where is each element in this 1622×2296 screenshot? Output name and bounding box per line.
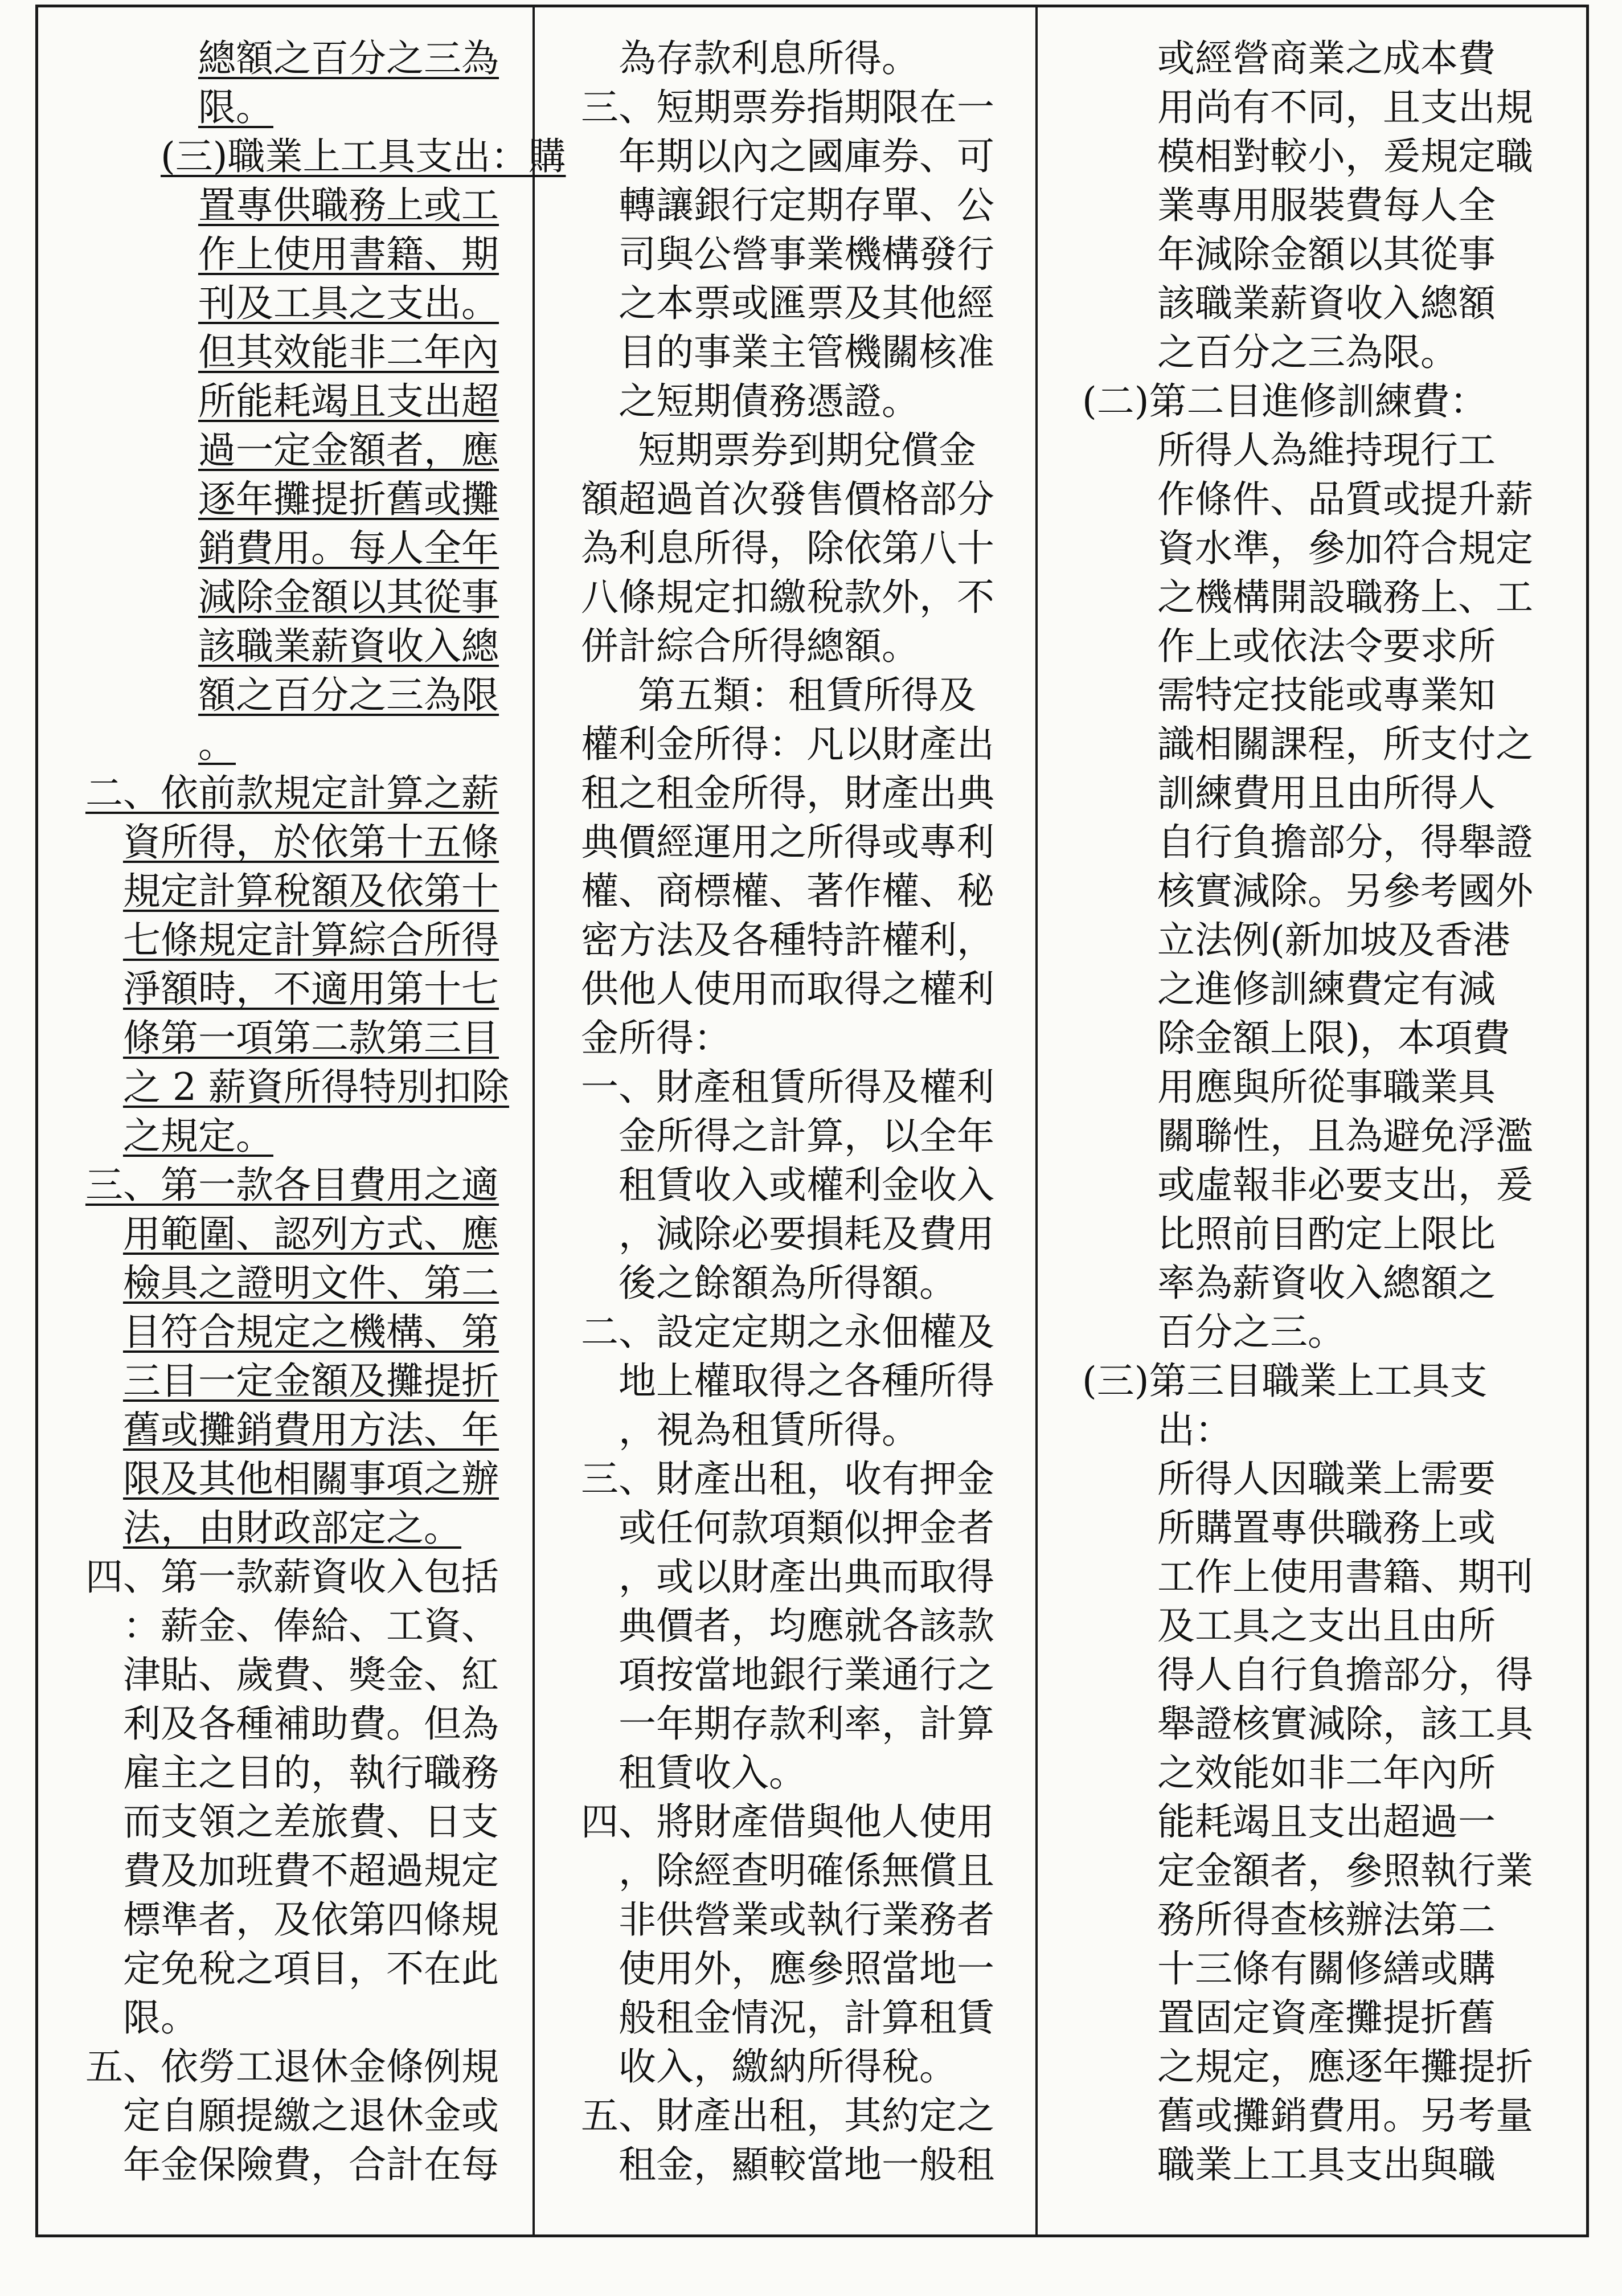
text-line: 限。 xyxy=(198,85,273,129)
text-line: 定金額者，參照執行業 xyxy=(1157,1849,1533,1893)
text-line: 業專用服裝費每人全 xyxy=(1157,183,1496,227)
text-line: 率為薪資收入總額之 xyxy=(1157,1261,1496,1305)
text-line: 務所得查核辦法第二 xyxy=(1157,1898,1496,1942)
column-current-text xyxy=(581,34,1048,2189)
text-line: 自行負擔部分，得舉證 xyxy=(1157,820,1533,864)
text-line: 該職業薪資收入總額 xyxy=(1157,281,1496,325)
text-line: 所能耗竭且支出超 xyxy=(198,379,499,423)
text-line: 定自願提繳之退休金或 xyxy=(123,2094,499,2138)
text-line: 短期票券到期兌償金 xyxy=(638,428,976,472)
text-line: 年減除金額以其從事 xyxy=(1157,232,1496,276)
text-line: 轉讓銀行定期存單、公 xyxy=(619,183,994,227)
text-line: 租賃收入。 xyxy=(619,1751,806,1795)
text-line: 總額之百分之三為 xyxy=(198,36,499,80)
text-line: 收入，繳納所得稅。 xyxy=(619,2045,957,2089)
text-line: 用尚有不同，且支出規 xyxy=(1157,85,1533,129)
text-line: 十三條有關修繕或購 xyxy=(1157,1947,1496,1991)
text-line: 額超過首次發售價格部分 xyxy=(581,477,994,521)
text-line: 金所得： xyxy=(581,1016,731,1060)
text-line: 刊及工具之支出。 xyxy=(198,281,499,325)
text-line: 作條件、品質或提升薪 xyxy=(1157,477,1533,521)
text-line: 五、依勞工退休金條例規 xyxy=(85,2045,499,2089)
text-line: 權利金所得：凡以財產出 xyxy=(581,722,994,766)
text-line: 逐年攤提折舊或攤 xyxy=(198,477,499,521)
text-line: 般租金情況，計算租賃 xyxy=(619,1996,994,2040)
text-line: 得人自行負擔部分，得 xyxy=(1157,1653,1533,1697)
text-line: 三、第一款各目費用之適 xyxy=(85,1163,499,1207)
text-line: 之規定，應逐年攤提折 xyxy=(1157,2045,1533,2089)
text-line: 三、短期票券指期限在一 xyxy=(581,85,994,129)
text-line: 年金保險費，合計在每 xyxy=(123,2143,499,2187)
text-line: 第五類：租賃所得及 xyxy=(638,673,976,717)
text-line: 檢具之證明文件、第二 xyxy=(123,1261,499,1305)
text-line: 標準者，及依第四條規 xyxy=(123,1898,499,1942)
column-explanation xyxy=(1082,34,1555,2189)
text-line: 限。 xyxy=(123,1996,198,2040)
text-line: 用範圍、認列方式、應 xyxy=(123,1212,499,1256)
text-line: (三)第三目職業上工具支 xyxy=(1082,1359,1488,1403)
text-line: 額之百分之三為限 xyxy=(198,673,499,717)
text-line: 或經營商業之成本費 xyxy=(1157,36,1496,80)
text-line: 作上或依法令要求所 xyxy=(1157,624,1496,668)
text-line: 需特定技能或專業知 xyxy=(1157,673,1496,717)
text-line: 所購置專供職務上或 xyxy=(1157,1506,1496,1550)
text-line: 四、第一款薪資收入包括 xyxy=(85,1555,499,1599)
text-line: 所得人因職業上需要 xyxy=(1157,1457,1496,1501)
text-line: 三、財產出租，收有押金 xyxy=(581,1457,994,1501)
text-line: 百分之三。 xyxy=(1157,1310,1345,1354)
text-line: 訓練費用且由所得人 xyxy=(1157,771,1496,815)
text-line: 年期以內之國庫券、可 xyxy=(619,134,994,178)
text-line: 一、財產租賃所得及權利 xyxy=(581,1065,994,1109)
text-line: 之短期債務憑證。 xyxy=(619,379,919,423)
text-line: ，或以財產出典而取得 xyxy=(619,1555,994,1599)
text-line: 四、將財產借與他人使用 xyxy=(581,1800,994,1844)
text-line: (二)第二目進修訓練費： xyxy=(1082,379,1488,423)
text-line: ，視為租賃所得。 xyxy=(619,1408,919,1452)
text-line: 七條規定計算綜合所得 xyxy=(123,918,499,962)
text-line: 條第一項第二款第三目 xyxy=(123,1016,499,1060)
text-line: ，除經查明確係無償且 xyxy=(619,1849,994,1893)
text-line: 關聯性，且為避免浮濫 xyxy=(1157,1114,1533,1158)
text-line: 費及加班費不超過規定 xyxy=(123,1849,499,1893)
text-line: 之 2 薪資所得特別扣除 xyxy=(123,1065,509,1109)
text-line: 之機構開設職務上、工 xyxy=(1157,575,1533,619)
text-line: 租之租金所得，財產出典 xyxy=(581,771,994,815)
text-line: 之進修訓練費定有減 xyxy=(1157,967,1496,1011)
text-line: 二、依前款規定計算之薪 xyxy=(85,771,499,815)
text-line: 津貼、歲費、獎金、紅 xyxy=(123,1653,499,1697)
text-line: 五、財產出租，其約定之 xyxy=(581,2094,994,2138)
text-line: 置固定資產攤提折舊 xyxy=(1157,1996,1496,2040)
text-line: 比照前目酌定上限比 xyxy=(1157,1212,1496,1256)
text-line: 規定計算稅額及依第十 xyxy=(123,869,499,913)
text-line: 而支領之差旅費、日支 xyxy=(123,1800,499,1844)
column-amended-text xyxy=(85,34,566,2189)
text-line: 用應與所從事職業具 xyxy=(1157,1065,1496,1109)
text-line: 舉證核實減除，該工具 xyxy=(1157,1702,1533,1746)
text-line: 為利息所得，除依第八十 xyxy=(581,526,994,570)
text-line: 之本票或匯票及其他經 xyxy=(619,281,994,325)
text-line: 二、設定定期之永佃權及 xyxy=(581,1310,994,1354)
text-line: 使用外，應參照當地一 xyxy=(619,1947,994,1991)
text-line: 利及各種補助費。但為 xyxy=(123,1702,499,1746)
text-line: (三)職業上工具支出：購 xyxy=(161,134,566,178)
text-line: 核實減除。另參考國外 xyxy=(1157,869,1533,913)
text-line: 職業上工具支出與職 xyxy=(1157,2143,1496,2187)
text-line: 之百分之三為限。 xyxy=(1157,330,1458,374)
text-line: 資所得，於依第十五條 xyxy=(123,820,499,864)
text-line: 該職業薪資收入總 xyxy=(198,624,499,668)
text-line: 能耗竭且支出超過一 xyxy=(1157,1800,1496,1844)
text-line: 或任何款項類似押金者 xyxy=(619,1506,994,1550)
text-line: 。 xyxy=(198,722,236,766)
text-line: 置專供職務上或工 xyxy=(198,183,499,227)
text-line: 地上權取得之各種所得 xyxy=(619,1359,994,1403)
text-line: 減除金額以其從事 xyxy=(198,575,499,619)
text-line: 典價經運用之所得或專利 xyxy=(581,820,994,864)
text-line: 八條規定扣繳稅款外，不 xyxy=(581,575,994,619)
text-line: ：薪金、俸給、工資、 xyxy=(123,1604,499,1648)
text-line: 法，由財政部定之。 xyxy=(123,1506,461,1550)
text-line: 目符合規定之機構、第 xyxy=(123,1310,499,1354)
text-line: 非供營業或執行業務者 xyxy=(619,1898,994,1942)
text-line: 及工具之支出且由所 xyxy=(1157,1604,1496,1648)
text-line: 舊或攤銷費用方法、年 xyxy=(123,1408,499,1452)
text-line: 立法例(新加坡及香港 xyxy=(1157,918,1510,962)
column-divider-left xyxy=(533,5,535,2237)
text-line: ，減除必要損耗及費用 xyxy=(619,1212,994,1256)
text-line: 定免稅之項目，不在此 xyxy=(123,1947,499,1991)
text-line: 舊或攤銷費用。另考量 xyxy=(1157,2094,1533,2138)
text-line: 典價者，均應就各該款 xyxy=(619,1604,994,1648)
text-line: 一年期存款利率，計算 xyxy=(619,1702,994,1746)
text-line: 出： xyxy=(1157,1408,1232,1452)
text-line: 司與公營事業機構發行 xyxy=(619,232,994,276)
text-line: 併計綜合所得總額。 xyxy=(581,624,919,668)
text-line: 過一定金額者，應 xyxy=(198,428,499,472)
text-line: 為存款利息所得。 xyxy=(619,36,919,80)
text-line: 目的事業主管機關核准 xyxy=(619,330,994,374)
text-line: 資水準，參加符合規定 xyxy=(1157,526,1533,570)
text-line: 工作上使用書籍、期刊 xyxy=(1157,1555,1533,1599)
text-line: 銷費用。每人全年 xyxy=(198,526,499,570)
text-line: 所得人為維持現行工 xyxy=(1157,428,1496,472)
text-line: 但其效能非二年內 xyxy=(198,330,499,374)
text-line: 識相關課程，所支付之 xyxy=(1157,722,1533,766)
text-line: 項按當地銀行業通行之 xyxy=(619,1653,994,1697)
text-line: 金所得之計算，以全年 xyxy=(619,1114,994,1158)
text-line: 或虛報非必要支出，爰 xyxy=(1157,1163,1533,1207)
text-line: 限及其他相關事項之辦 xyxy=(123,1457,499,1501)
text-line: 除金額上限)，本項費 xyxy=(1157,1016,1510,1060)
text-line: 權、商標權、著作權、秘 xyxy=(581,869,994,913)
text-line: 模相對較小，爰規定職 xyxy=(1157,134,1533,178)
text-line: 雇主之目的，執行職務 xyxy=(123,1751,499,1795)
text-line: 租金，顯較當地一般租 xyxy=(619,2143,994,2187)
text-line: 後之餘額為所得額。 xyxy=(619,1261,957,1305)
text-line: 供他人使用而取得之權利 xyxy=(581,967,994,1011)
text-line: 之效能如非二年內所 xyxy=(1157,1751,1496,1795)
text-line: 密方法及各種特許權利， xyxy=(581,918,994,962)
text-line: 租賃收入或權利金收入 xyxy=(619,1163,994,1207)
text-line: 作上使用書籍、期 xyxy=(198,232,499,276)
text-line: 之規定。 xyxy=(123,1114,273,1158)
text-line: 淨額時，不適用第十七 xyxy=(123,967,499,1011)
text-line: 三目一定金額及攤提折 xyxy=(123,1359,499,1403)
